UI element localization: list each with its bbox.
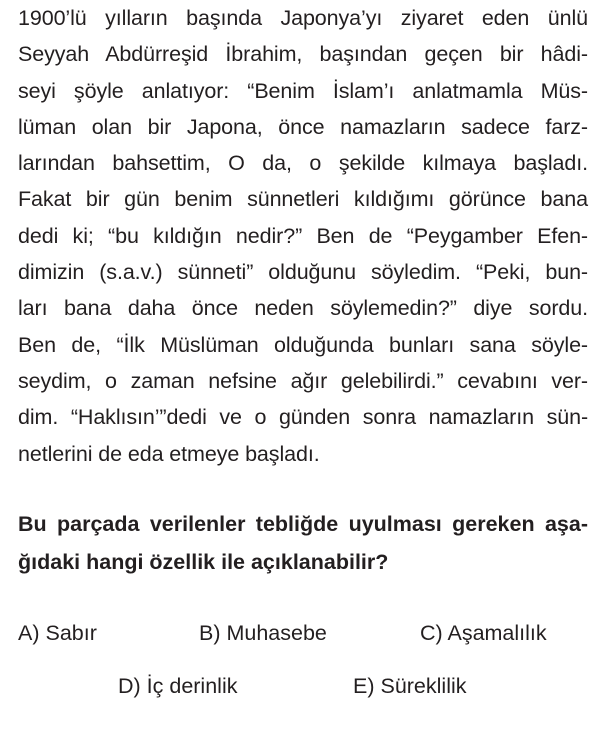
option-c[interactable]: C) Aşamalılık (420, 621, 547, 645)
passage-line: lüman olan bir Japona, önce namazların sadece farz- (18, 114, 588, 139)
passage-line: 1900’lü yılların başında Japonya’yı ziyaret eden ünlü (18, 6, 588, 30)
question-line: Bu parçada verilenler tebliğde uyulması gereken aşa- (18, 512, 588, 536)
passage-line: dedi ki; “bu kıldığın nedir?” Ben de “Peygamber Efen- (18, 223, 588, 248)
reading-passage (18, 0, 588, 472)
option-b[interactable]: B) Muhasebe (199, 621, 327, 645)
passage-line: Ben de, “İlk Müslüman olduğunda bunları sana söyle- (18, 332, 588, 357)
passage-line: Seyyah Abdürreşid İbrahim, başından geçen bir hâdi- (18, 42, 588, 67)
option-a[interactable]: A) Sabır (18, 621, 97, 645)
question-line: ğıdaki hangi özellik ile açıklanabilir? (18, 550, 389, 574)
passage-line: seyi şöyle anlatıyor: “Benim İslam’ı anlatmamla Müs- (18, 78, 588, 103)
passage-line: Fakat bir gün benim sünnetleri kıldığımı görünce bana (18, 187, 588, 212)
question-stem (18, 505, 588, 581)
passage-line: dim. “Haklısın’”dedi ve o günden sonra namazların sün- (18, 405, 588, 430)
passage-line: larından bahsettim, O da, o şekilde kılmaya başladı. (18, 151, 588, 176)
option-e[interactable]: E) Süreklilik (353, 674, 467, 698)
passage-line: seydim, o zaman nefsine ağır gelebilirdi.” cevabını ver- (18, 368, 588, 393)
option-d[interactable]: D) İç derinlik (118, 674, 238, 698)
passage-line: ları bana daha önce neden söylemedin?” diye sordu. (18, 296, 588, 321)
passage-line: dimizin (s.a.v.) sünneti” olduğunu söyledim. “Peki, bun- (18, 260, 588, 285)
passage-line: netlerini de eda etmeye başladı. (18, 441, 320, 466)
